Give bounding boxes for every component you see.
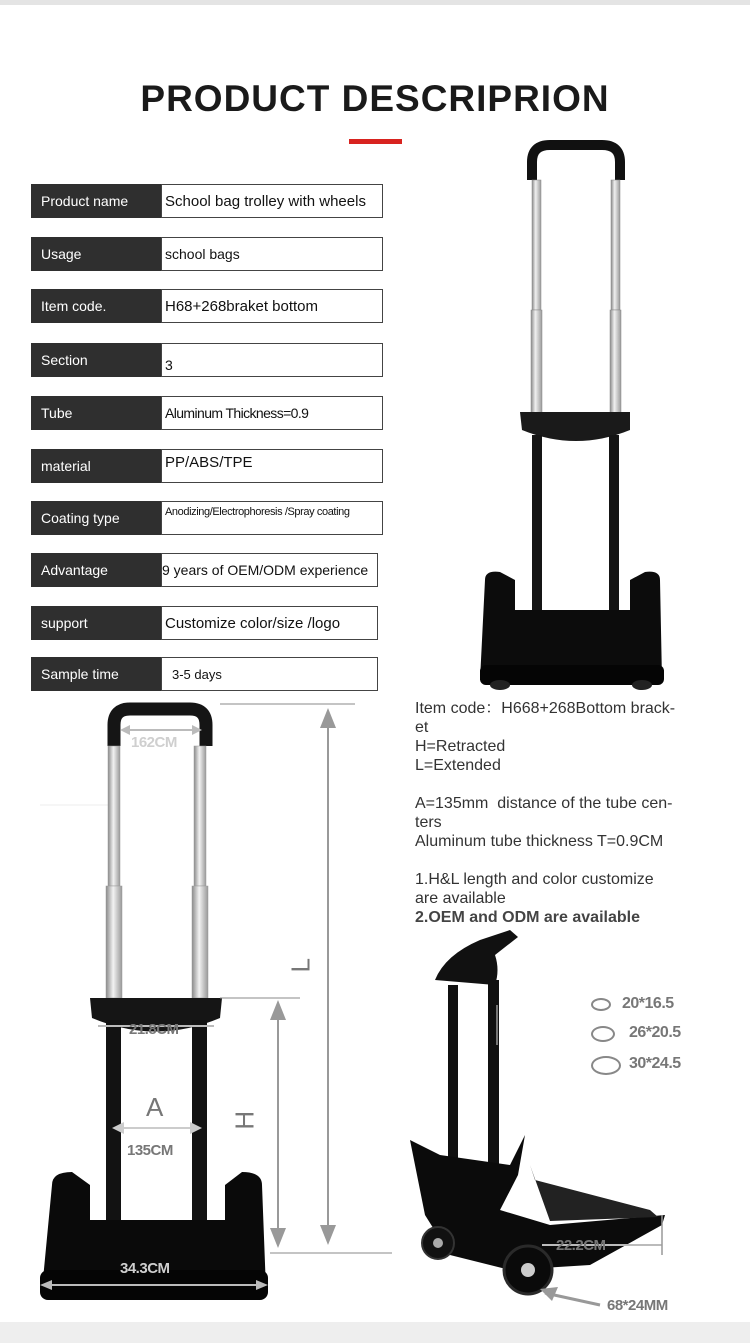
tube-distance-label: 135CM xyxy=(127,1142,173,1159)
spec-value: Customize color/size /logo xyxy=(161,606,378,640)
distance-line: A=135mm distance of the tube cen- xyxy=(415,795,673,812)
top-border xyxy=(0,0,750,5)
spec-label: Coating type xyxy=(31,501,161,535)
spec-value: H68+268braket bottom xyxy=(161,289,383,323)
extended-length-letter: L xyxy=(285,958,316,973)
spec-label: Item code. xyxy=(31,289,161,323)
spec-label: Advantage xyxy=(31,553,161,587)
page-title: PRODUCT DESCRIPRION xyxy=(140,78,610,119)
retracted-line: H=Retracted xyxy=(415,738,506,755)
spec-value: PP/ABS/TPE xyxy=(161,449,383,483)
trolley-dimension-drawing xyxy=(30,700,400,1310)
spec-label: material xyxy=(31,449,161,483)
spec-label: support xyxy=(31,606,161,640)
item-code-line-cont: et xyxy=(415,719,429,736)
trolley-product-image xyxy=(470,140,670,695)
note-2: 2.OEM and ODM are available xyxy=(415,909,640,926)
platform-width-label: 22.2CM xyxy=(556,1237,606,1254)
spec-value: School bag trolley with wheels xyxy=(161,184,383,218)
bracket-width-label: 21.8CM xyxy=(129,1021,179,1038)
spec-label: Sample time xyxy=(31,657,161,691)
spec-row-product-name xyxy=(31,184,383,218)
item-code-line: Item code：H668+268Bottom brack- xyxy=(415,700,676,717)
wheel-size-text: 20*16.5 xyxy=(622,995,674,1012)
handle-width-label: 162CM xyxy=(131,734,177,751)
extended-line: L=Extended xyxy=(415,757,501,774)
distance-line-cont: ters xyxy=(415,814,442,831)
spec-row-advantage xyxy=(31,553,378,587)
thickness-line: Aluminum tube thickness T=0.9CM xyxy=(415,833,664,850)
spec-row-material xyxy=(31,449,383,483)
spec-row-section xyxy=(31,343,383,377)
spec-row-item-code xyxy=(31,289,383,323)
folded-trolley-image xyxy=(400,925,680,1320)
bottom-border xyxy=(0,1322,750,1343)
spec-row-usage xyxy=(31,237,383,271)
spec-value: Aluminum Thickness=0.9 xyxy=(161,396,383,430)
spec-label: Tube xyxy=(31,396,161,430)
spec-value: school bags xyxy=(161,237,383,271)
title-underline xyxy=(349,139,402,144)
tube-distance-letter: A xyxy=(146,1092,163,1122)
spec-value: 3-5 days xyxy=(161,657,378,691)
wheel-size-text: 26*20.5 xyxy=(629,1024,681,1041)
retracted-height-letter: H xyxy=(229,1111,260,1130)
oval-medium-icon xyxy=(591,1026,615,1042)
note-1-cont: are available xyxy=(415,890,506,907)
spec-value: Anodizing/Electrophoresis /Spray coating xyxy=(161,501,383,535)
note-1: 1.H&L length and color customize xyxy=(415,871,654,888)
oval-large-icon xyxy=(591,1056,621,1075)
oval-small-icon xyxy=(591,998,611,1011)
wheel-size-text: 30*24.5 xyxy=(629,1055,681,1072)
spec-label: Product name xyxy=(31,184,161,218)
wheel-size-label: 68*24MM xyxy=(607,1297,668,1314)
spec-value: 9 years of OEM/ODM experience xyxy=(161,553,378,587)
info-block xyxy=(415,699,715,927)
spec-label: Usage xyxy=(31,237,161,271)
spec-row-sample-time xyxy=(31,657,378,691)
spec-label: Section xyxy=(31,343,161,377)
base-width-label: 34.3CM xyxy=(120,1260,170,1277)
spec-row-tube xyxy=(31,396,383,430)
spec-value: 3 xyxy=(161,343,383,377)
spec-row-coating-type xyxy=(31,501,383,535)
spec-row-support xyxy=(31,606,378,640)
